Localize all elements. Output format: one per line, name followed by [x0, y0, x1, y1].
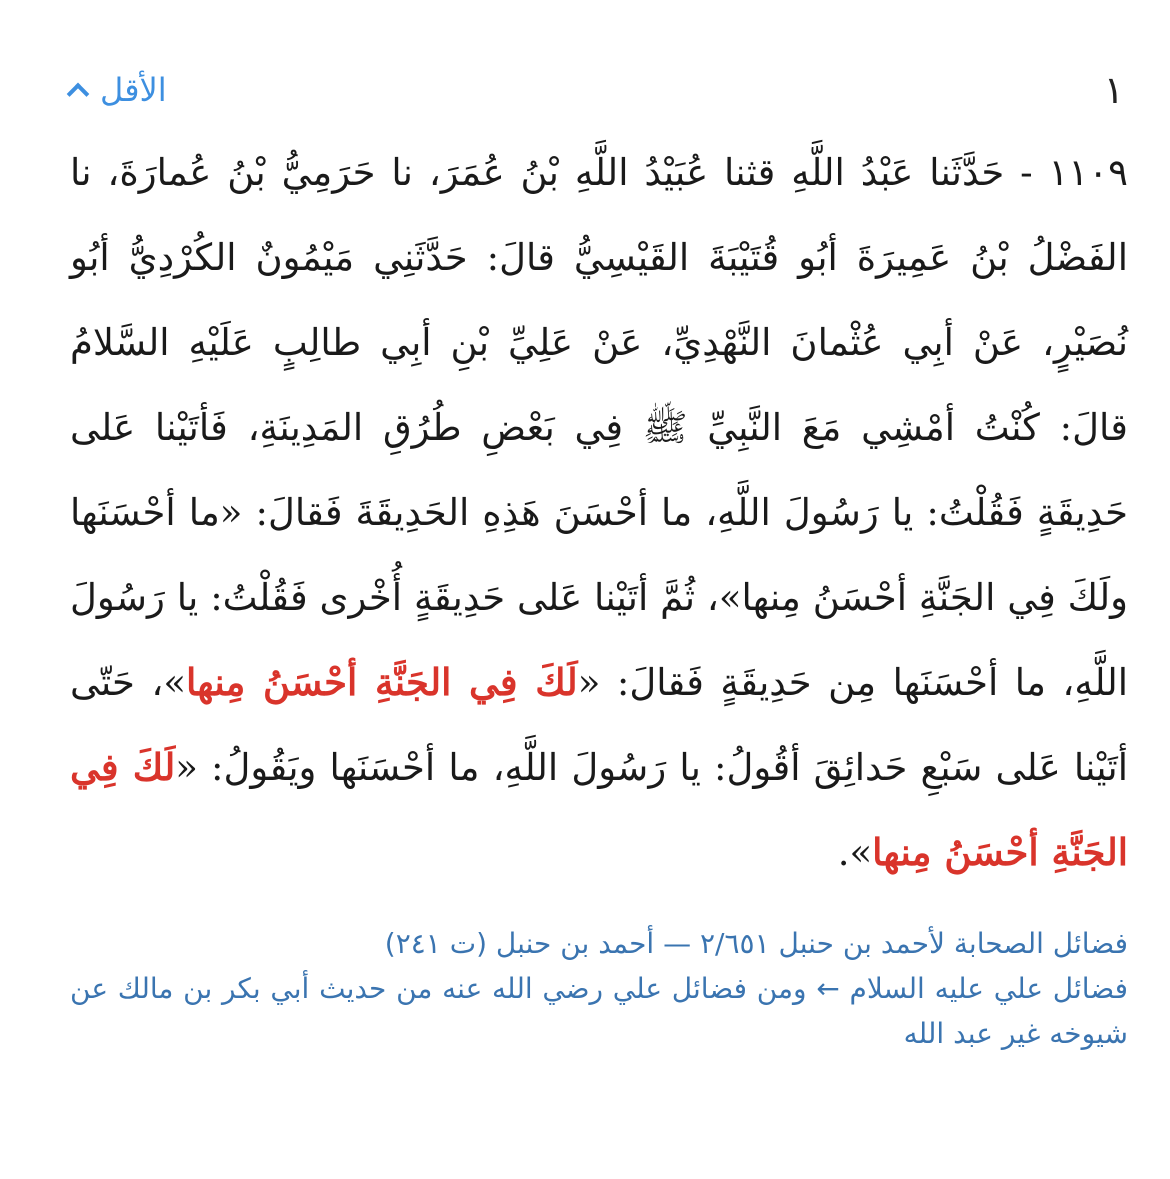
top-bar	[70, 50, 1128, 130]
prophet-quote-highlight-1: لَكَ فِي الجَنَّةِ أحْسَنُ مِنها	[186, 660, 578, 704]
source-chapter-link[interactable]: فضائل علي عليه السلام	[849, 972, 1128, 1005]
show-less-label: الأقل	[100, 71, 167, 109]
source-reference	[70, 921, 1128, 1056]
hadith-text	[70, 130, 1128, 895]
breadcrumb-arrow-icon: ←	[816, 972, 840, 1005]
chevron-up-icon	[67, 83, 90, 106]
hadith-page	[70, 50, 1128, 1056]
source-section-link[interactable]: ومن فضائل علي رضي الله عنه من حديث أبي بكر بن مالك عن شيوخه غير عبد الله	[70, 972, 1128, 1050]
source-book-link[interactable]: فضائل الصحابة لأحمد بن حنبل ٢/٦٥١ — أحمد بن حنبل (ت ٢٤١)	[384, 927, 1128, 960]
show-less-button[interactable]	[70, 71, 167, 109]
prophet-quote-highlight-2: لَكَ فِي الجَنَّةِ أحْسَنُ مِنها	[70, 745, 1128, 874]
hadith-text-part-3: ».	[837, 831, 873, 874]
page-number: ١	[1103, 68, 1124, 112]
hadith-text-part-1: ١١٠٩ - حَدَّثَنا عَبْدُ اللَّهِ قثنا عُبَيْدُ اللَّهِ بْنُ عُمَرَ، نا حَرَمِيُّ بْنُ عُمارَةَ، نا الفَضْلُ بْنُ عَمِيرَةَ أبُو قُتَيْبَةَ القَيْسِيُّ قالَ: حَدَّثَنِي مَيْمُونٌ الكُرْدِيُّ أبُو نُصَيْرٍ، عَنْ أبِي عُثْمانَ النَّهْدِيِّ، عَنْ عَلِيِّ بْنِ أبِي طالِبٍ عَلَيْهِ السَّلامُ قالَ: كُنْتُ أمْشِي مَعَ النَّبِيِّ ﷺ فِي بَعْضِ طُرُقِ المَدِينَةِ، فَأتَيْنا عَلى حَدِيقَةٍ فَقُلْتُ: يا رَسُولَ اللَّهِ، ما أحْسَنَ هَذِهِ الحَدِيقَةَ فَقالَ: «ما أحْسَنَها ولَكَ فِي الجَنَّةِ أحْسَنُ مِنها»، ثُمَّ أتَيْنا عَلى حَدِيقَةٍ أُخْرى فَقُلْتُ: يا رَسُولَ اللَّهِ، ما أحْسَنَها مِن حَدِيقَةٍ فَقالَ: «	[70, 151, 1129, 704]
hadith-text-part-2: »، حَتّى أتَيْنا عَلى سَبْعِ حَدائِقَ أقُولُ: يا رَسُولَ اللَّهِ، ما أحْسَنَها ويَقُولُ: «	[70, 661, 1129, 789]
